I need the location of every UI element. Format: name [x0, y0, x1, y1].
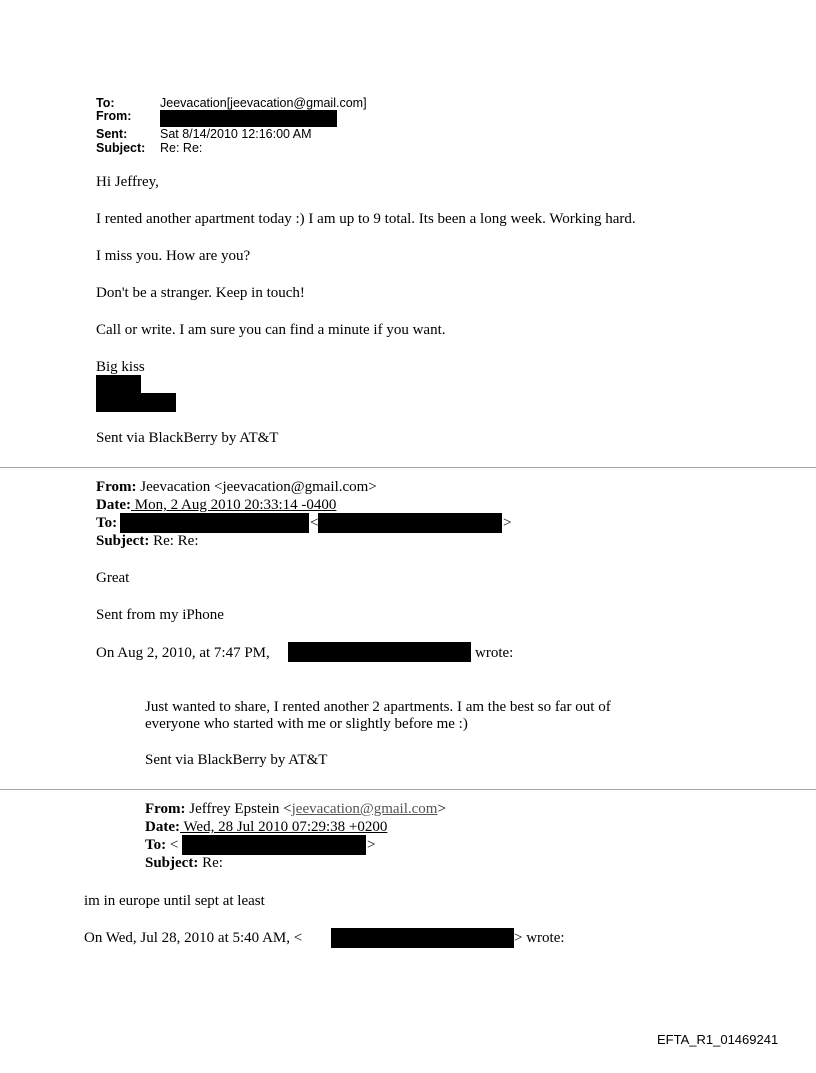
signoff: Big kiss: [96, 359, 145, 375]
redaction-reply1-to-email: [318, 513, 502, 533]
reply1-to-gt: >: [503, 515, 512, 531]
reply1-subject-line: [96, 533, 199, 550]
reply2-quote-intro: On Wed, Jul 28, 2010 at 5:40 AM, <: [84, 930, 303, 946]
sent-value: Sat 8/14/2010 12:16:00 AM: [160, 127, 312, 141]
reply2-date-line: [145, 819, 387, 836]
to-label: To:: [96, 96, 115, 110]
reply1-from-value: Jeevacation <jeevacation@gmail.com>: [136, 479, 377, 495]
sent-label: Sent:: [96, 127, 128, 141]
reply2-to-gt: >: [367, 837, 376, 853]
reply2-date-label: Date:: [145, 819, 180, 835]
reply1-from-label: From:: [96, 479, 137, 495]
reply2-from-close: >: [437, 801, 446, 817]
message-paragraph: I miss you. How are you?: [96, 248, 251, 264]
reply1-quote-intro: On Aug 2, 2010, at 7:47 PM,: [96, 645, 270, 661]
redaction-signature-name: [96, 393, 176, 412]
to-value: Jeevacation[jeevacation@gmail.com]: [160, 96, 367, 110]
redaction-signature-name: [96, 375, 141, 394]
message-paragraph: I rented another apartment today :) I am up to 9 total. Its been a long week. Working hard.: [96, 211, 636, 227]
reply2-to-lt: <: [166, 837, 179, 853]
reply1-to-label: To:: [96, 515, 118, 531]
reply1-wrote: wrote:: [475, 645, 514, 661]
reply1-body: Great: [96, 570, 130, 586]
subject-value: Re: Re:: [160, 141, 203, 155]
reply2-body: im in europe until sept at least: [84, 893, 265, 909]
redaction-reply1-to-name: [120, 513, 309, 533]
bates-number: EFTA_R1_01469241: [657, 1032, 779, 1047]
redaction-reply2-quote-sender: [331, 928, 514, 948]
divider: [0, 789, 816, 790]
greeting: Hi Jeffrey,: [96, 174, 159, 190]
redaction-from: [160, 110, 337, 127]
reply1-date-label: Date:: [96, 497, 131, 513]
reply1-subject-label: Subject:: [96, 533, 150, 549]
reply2-wrote: > wrote:: [514, 930, 565, 946]
reply1-from-line: [96, 479, 377, 496]
reply2-subject-label: Subject:: [145, 855, 199, 871]
quoted1-line: everyone who started with me or slightly before me :): [145, 716, 468, 732]
divider: [0, 467, 816, 468]
reply1-date-value: Mon, 2 Aug 2010 20:33:14 -0400: [130, 497, 337, 513]
reply2-to-label: To:: [145, 837, 167, 853]
reply1-date-line: [96, 497, 336, 514]
subject-label: Subject:: [96, 141, 146, 155]
from-label: From:: [96, 109, 132, 123]
reply2-subject-value: Re:: [198, 855, 223, 871]
redaction-quote-sender: [288, 642, 471, 662]
message-paragraph: Call or write. I am sure you can find a minute if you want.: [96, 322, 446, 338]
reply2-date-value: Wed, 28 Jul 2010 07:29:38 +0200: [179, 819, 388, 835]
redaction-reply2-to: [182, 835, 366, 855]
signature: Sent via BlackBerry by AT&T: [96, 430, 279, 446]
reply1-subject-value: Re: Re:: [149, 533, 199, 549]
reply2-from-line: [145, 801, 446, 818]
reply2-from-label: From:: [145, 801, 186, 817]
reply2-email-link[interactable]: jeevacation@gmail.com: [291, 801, 438, 817]
reply2-from-name: Jeffrey Epstein <: [185, 801, 292, 817]
message-paragraph: Don't be a stranger. Keep in touch!: [96, 285, 305, 301]
reply2-to-line: [145, 837, 178, 854]
quoted1-line: Just wanted to share, I rented another 2 apartments. I am the best so far out of: [145, 699, 611, 715]
reply1-signature: Sent from my iPhone: [96, 607, 224, 623]
reply2-subject-line: [145, 855, 223, 872]
reply1-to-lt: <: [310, 515, 319, 531]
quoted1-signature: Sent via BlackBerry by AT&T: [145, 752, 328, 768]
